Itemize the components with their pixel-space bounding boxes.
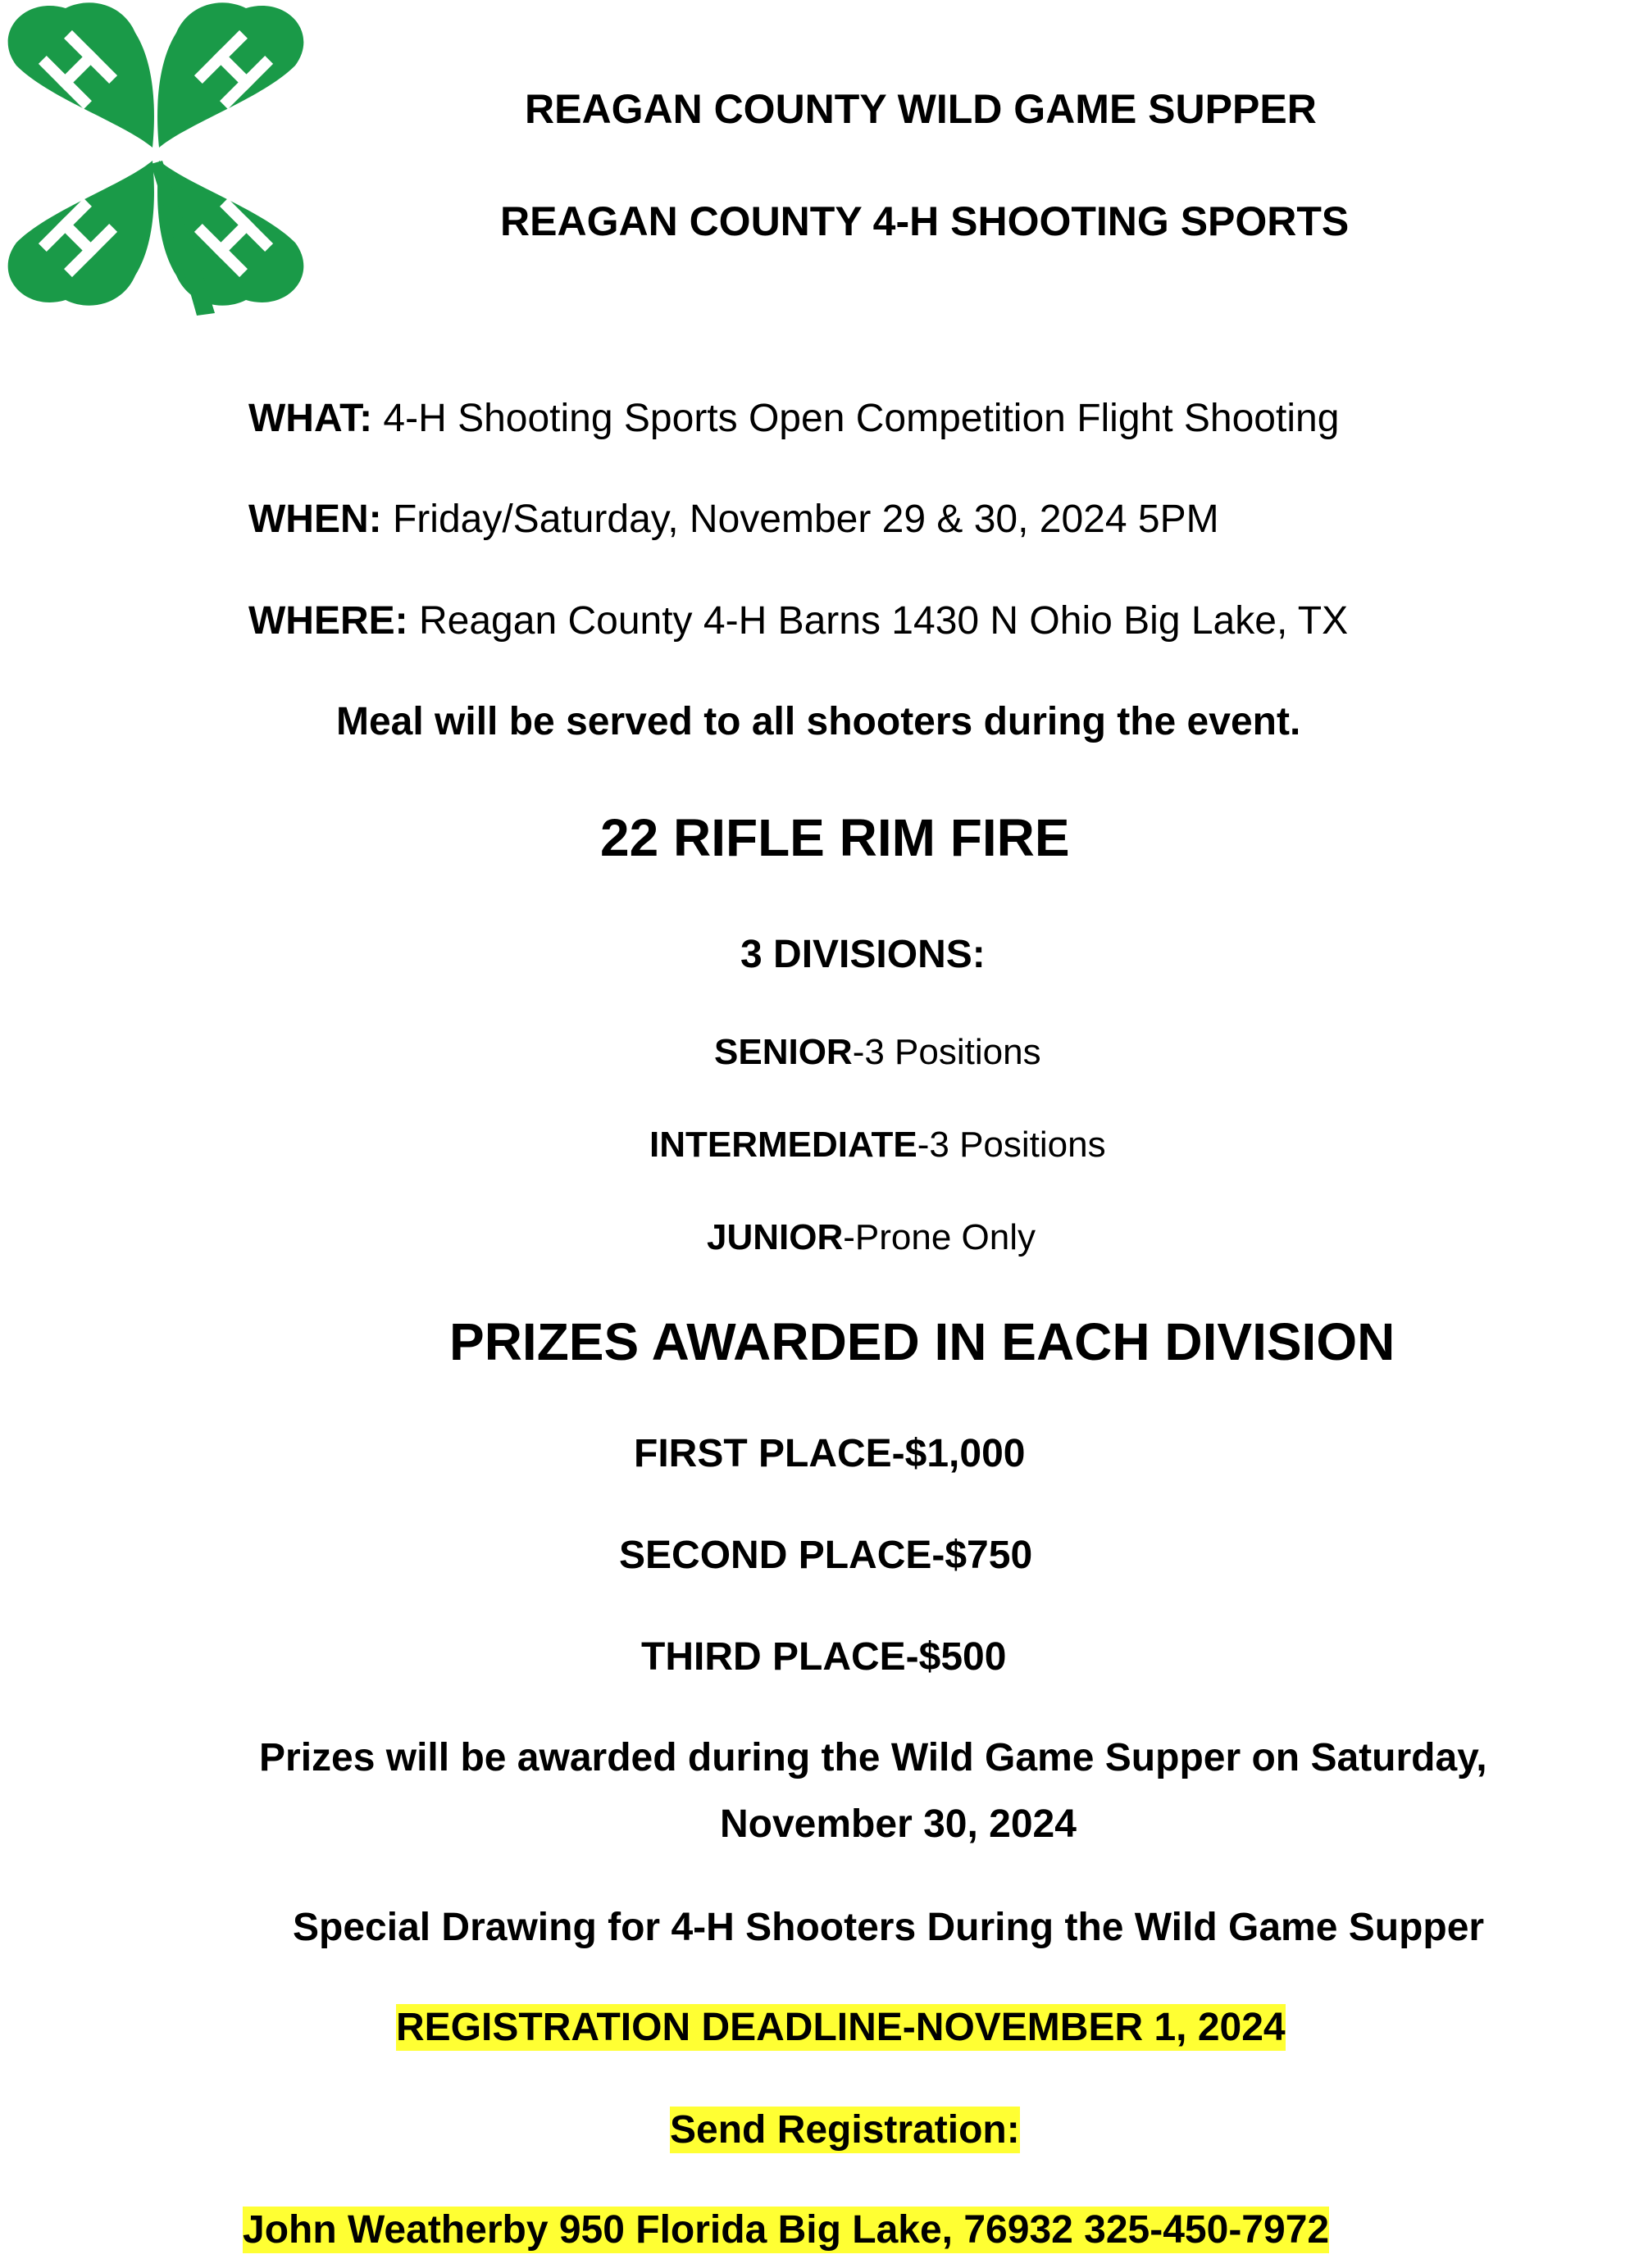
header-subtitle: REAGAN COUNTY 4-H SHOOTING SPORTS	[500, 198, 1350, 244]
what-label: WHAT:	[248, 397, 373, 440]
division-detail: -Prone Only	[843, 1217, 1036, 1257]
award-note-line1: Prizes will be awarded during the Wild Game Supper on Saturday,	[259, 1736, 1487, 1779]
second-place: SECOND PLACE-$750	[619, 1534, 1033, 1577]
where-label: WHERE:	[248, 599, 408, 643]
division-junior	[707, 1217, 1036, 1257]
first-place: FIRST PLACE-$1,000	[634, 1432, 1026, 1475]
divisions-heading: 3 DIVISIONS:	[740, 933, 986, 976]
when-line	[248, 500, 1219, 539]
registration-contact: John Weatherby 950 Florida Big Lake, 76932 325-450-7972	[243, 2208, 1330, 2252]
what-line	[248, 399, 1339, 439]
4-h-clover-icon	[0, 0, 312, 320]
registration-deadline: REGISTRATION DEADLINE-NOVEMBER 1, 2024	[396, 2006, 1286, 2049]
header-title: REAGAN COUNTY WILD GAME SUPPER	[525, 86, 1317, 132]
what-value: 4-H Shooting Sports Open Competition Flight Shooting	[372, 397, 1340, 440]
when-value: Friday/Saturday, November 29 & 30, 2024 5PM	[381, 498, 1219, 541]
division-name: JUNIOR	[707, 1217, 844, 1257]
meal-note: Meal will be served to all shooters during the event.	[336, 700, 1301, 743]
division-intermediate	[649, 1127, 1106, 1163]
division-name: INTERMEDIATE	[649, 1125, 917, 1165]
division-detail: -3 Positions	[917, 1125, 1106, 1165]
award-note-line2: November 30, 2024	[720, 1802, 1077, 1846]
third-place: THIRD PLACE-$500	[641, 1635, 1007, 1679]
where-value: Reagan County 4-H Barns 1430 N Ohio Big Lake, TX	[407, 599, 1349, 643]
where-line	[248, 599, 1349, 643]
division-name: SENIOR	[714, 1032, 853, 1072]
prizes-heading: PRIZES AWARDED IN EACH DIVISION	[449, 1312, 1395, 1371]
send-registration-label: Send Registration:	[670, 2108, 1020, 2152]
event-title: 22 RIFLE RIM FIRE	[600, 808, 1070, 867]
division-detail: -3 Positions	[852, 1032, 1041, 1072]
special-drawing: Special Drawing for 4-H Shooters During the Wild Game Supper	[293, 1906, 1485, 1949]
when-label: WHEN:	[248, 498, 382, 541]
division-senior	[714, 1034, 1041, 1070]
